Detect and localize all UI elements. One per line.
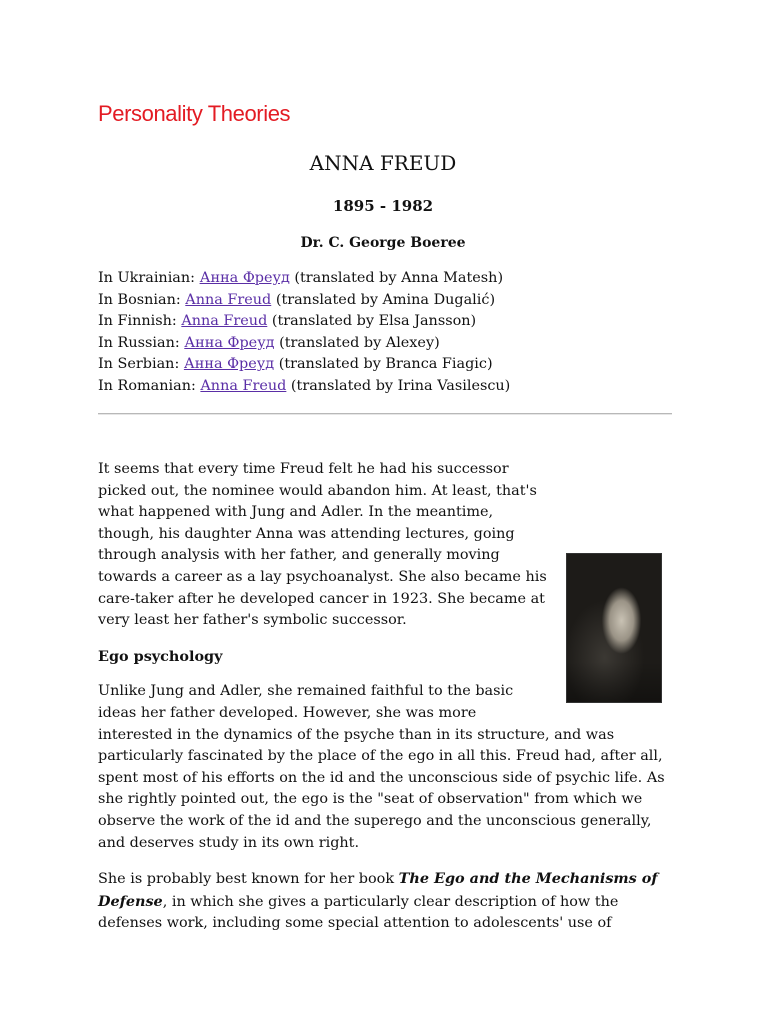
translation-link-ukrainian[interactable]: Анна Фреуд bbox=[199, 270, 290, 286]
translation-line: In Finnish: Anna Freud (translated by Elsa Jansson) bbox=[98, 313, 477, 330]
translation-line: In Ukrainian: Анна Фреуд (translated by Anna Matesh) bbox=[98, 270, 504, 286]
book-title: The Ego and the Mechanisms of Defense bbox=[98, 870, 658, 910]
life-dates: 1895 - 1982 bbox=[332, 197, 434, 215]
paragraph-book: She is probably best known for her book The Ego and the Mechanisms of Defense, in which she gives a particularly clear description of how the defenses work, including some special attention to adolescents' use of bbox=[98, 870, 658, 932]
section-heading-ego-psychology: Ego psychology bbox=[98, 647, 223, 665]
article-body bbox=[98, 459, 672, 949]
page-title: ANNA FREUD bbox=[309, 151, 457, 175]
translation-line: In Bosnian: Anna Freud (translated by Amina Dugalić) bbox=[98, 291, 496, 308]
site-brand-title[interactable]: Personality Theories bbox=[98, 101, 291, 126]
translation-line: In Romanian: Anna Freud (translated by Irina Vasilescu) bbox=[98, 377, 511, 394]
translation-link-romanian[interactable]: Anna Freud bbox=[200, 377, 287, 394]
translation-link-bosnian[interactable]: Anna Freud bbox=[185, 291, 272, 308]
translations-list bbox=[98, 268, 510, 398]
paragraph-ego-psychology: Unlike Jung and Adler, she remained faithful to the basic ideas her father developed. However, she was more interested in the dynamics of the psyche than in its structure, and was particularly fascinated by the place of the ego in all this. Freud had, after all, spent most of his efforts on the id and the unconscious side of psychic life. As she rightly pointed out, the ego is the "seat of observation" from which we observe the work of the id and the superego and the unconscious generally, and deserves study in its own right. bbox=[98, 683, 665, 851]
anna-freud-portrait-image bbox=[566, 553, 662, 703]
author-name: Dr. C. George Boeree bbox=[300, 235, 466, 251]
translation-line: In Russian: Анна Фреуд (translated by Alexey) bbox=[98, 334, 440, 351]
translation-line: In Serbian: Анна Фреуд (translated by Branca Fiagic) bbox=[98, 356, 493, 373]
translation-link-russian[interactable]: Анна Фреуд bbox=[184, 334, 275, 351]
intro-paragraph: It seems that every time Freud felt he had his successor picked out, the nominee would abandon him. At least, that's what happened with Jung and Adler. In the meantime, though, his daughter Anna was attending lectures, going through analysis with her father, and generally moving towards a career as a lay psychoanalyst. She also became his care-taker after he developed cancer in 1923. She became at very least her father's symbolic successor. bbox=[98, 461, 547, 629]
translation-link-finnish[interactable]: Anna Freud bbox=[181, 313, 268, 330]
horizontal-divider bbox=[98, 413, 672, 415]
translation-link-serbian[interactable]: Анна Фреуд bbox=[183, 356, 275, 373]
